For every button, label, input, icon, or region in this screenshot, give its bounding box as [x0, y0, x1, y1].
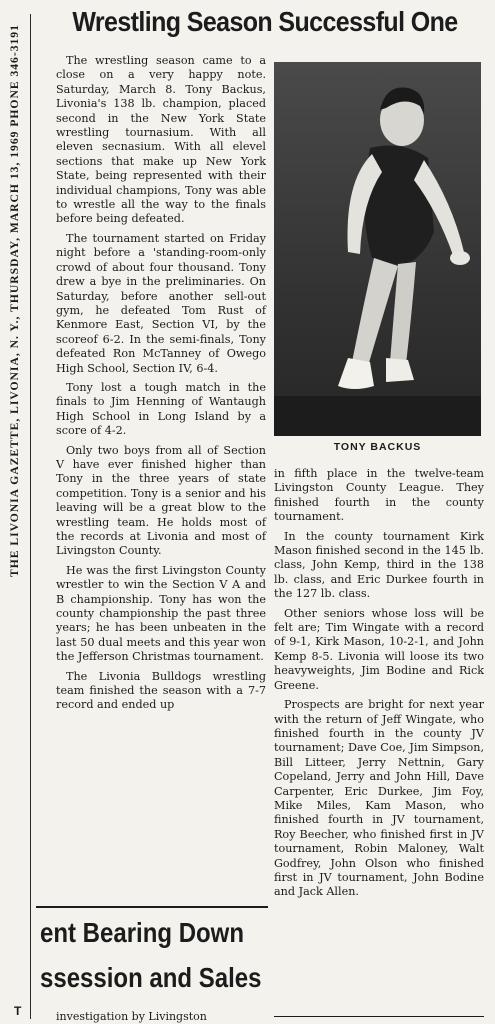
- column-rule: [274, 1016, 484, 1017]
- margin-rule: [30, 14, 31, 1019]
- wrestler-photo: [274, 62, 481, 436]
- article-headline: Wrestling Season Successful One: [72, 6, 458, 38]
- page-mark: T: [14, 1004, 22, 1018]
- paragraph: Tony lost a tough match in the finals to Jim Henning of Wantaugh High School in Long Island by a score of 4-2.: [56, 380, 266, 438]
- paragraph: The tournament started on Friday night before a 'standing-room-only crowd of about four thousand. Tony drew a bye in the preliminaries. On Saturday, before another sell-out gym, he defeated Tom Rust of Kenmore East, Section VI, by the scoreof 6-2. In the semi-finals, Tony defeated Ron McTanney of Owego High School, Section IV, 6-4.: [56, 231, 266, 375]
- paragraph: Prospects are bright for next year with the return of Jeff Wingate, who finished fourth in the county JV tournament; Dave Coe, Jim Simpson, Bill Litteer, Jerry Nettnin, Gary Copeland, Jerry and John Hill, Dave Carpenter, Eric Durkee, Jim Foy, Mike Miles, Kam Mason, who finished fourth in JV tournament, Roy Beecher, who finished first in JV tournament, Robin Maloney, Walt Godfrey, John Olson who finished first in JV tournament, John Bodine and Jack Allen.: [274, 698, 484, 899]
- adjacent-article-text: investigation by Livingston: [56, 1010, 207, 1023]
- paragraph: The Livonia Bulldogs wrestling team finished the season with a 7-7 record and ended up: [56, 669, 266, 712]
- paragraph: Other seniors whose loss will be felt are; Tim Wingate with a record of 9-1, Kirk Mason, 10-2-1, and John Kemp 8-5. Livonia will loose its two heavyweights, Jim Bodine and Rick Greene.: [274, 606, 484, 692]
- article-column-right: [274, 467, 484, 905]
- section-divider: [36, 906, 268, 908]
- running-head: THE LIVONIA GAZETTE, LIVONIA, N. Y., THURSDAY, MARCH 13, 1969 PHONE 346-3191: [8, 24, 21, 577]
- wrestler-figure-image: [274, 62, 481, 436]
- paragraph: In the county tournament Kirk Mason finished second in the 145 lb. class, John Kemp, third in the 138 lb. class, and Eric Durkee fourth in the 127 lb. class.: [274, 529, 484, 601]
- article-column-left: [56, 54, 266, 718]
- photo-caption: TONY BACKUS: [333, 441, 422, 453]
- paragraph: The wrestling season came to a close on a very happy note. Saturday, March 8. Tony Backus, Livonia's 138 lb. champion, placed second in the New York State wrestling tournasium. With all eleven secnasium. With all elevel sections that make up New York State, being represented with their individual champions, Tony was able to wrestle all the way to the finals before being defeated.: [56, 54, 266, 226]
- adjacent-headline-line-1: ent Bearing Down: [40, 917, 245, 949]
- paragraph: in fifth place in the twelve-team Livingston County League. They finished fourth in the county tournament.: [274, 467, 484, 524]
- paragraph: Only two boys from all of Section V have ever finished higher than Tony in the three years of state competition. Tony is a senior and his leaving will be a great blow to the wrestling team. He holds most of the records at Livonia and most of Livingston County.: [56, 443, 266, 558]
- paragraph: He was the first Livingston County wrestler to win the Section V A and B championship. Tony has won the county championship the past three years; he has been unbeaten in the last 50 dual meets and this year won the Jefferson Christmas tournament.: [56, 563, 266, 664]
- adjacent-headline-line-2: ssession and Sales: [40, 962, 262, 994]
